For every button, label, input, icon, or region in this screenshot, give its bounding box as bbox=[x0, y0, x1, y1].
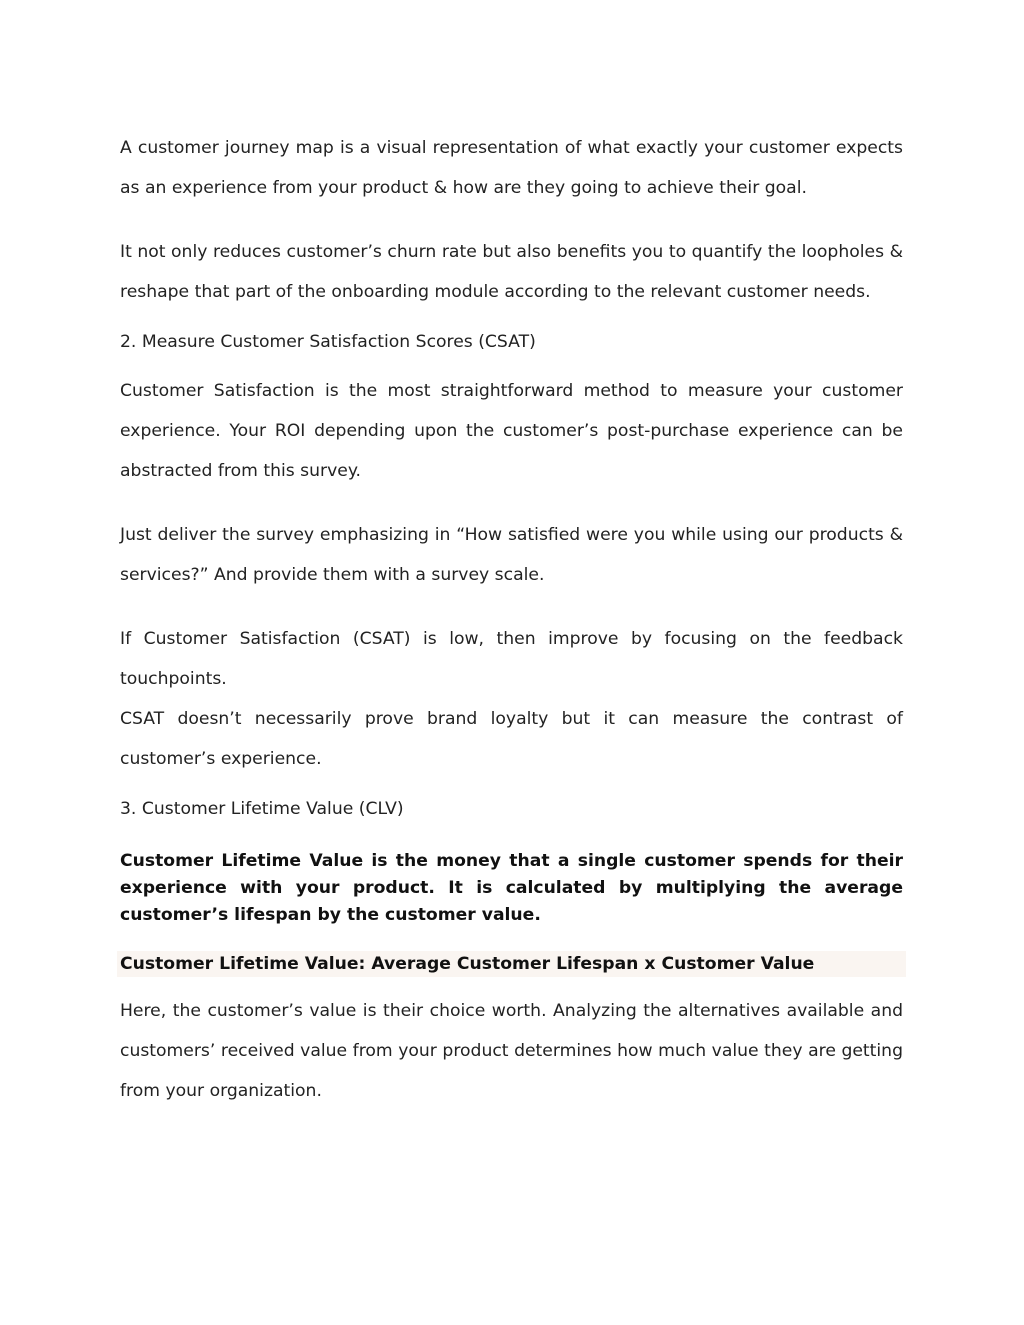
clv-definition-bold-paragraph: Customer Lifetime Value is the money that a single customer spends for their experience with your product. It is calculated by multiplying the average customer’s lifespan by the customer value. bbox=[120, 851, 903, 925]
brand-loyalty-paragraph: CSAT doesn’t necessarily prove brand loyalty but it can measure the contrast of customer’s experience. bbox=[120, 709, 903, 769]
clv-formula: Customer Lifetime Value: Average Customer Lifespan x Customer Value bbox=[120, 954, 815, 974]
customer-value-paragraph: Here, the customer’s value is their choice worth. Analyzing the alternatives available and customers’ received value from your product determines how much value they are getting from your organization. bbox=[120, 1001, 903, 1101]
survey-delivery-paragraph: Just deliver the survey emphasizing in “How satisfied were you while using our products & services?” And provide them with a survey scale. bbox=[120, 525, 903, 585]
section-heading-clv: 3. Customer Lifetime Value (CLV) bbox=[120, 799, 404, 819]
churn-rate-paragraph: It not only reduces customer’s churn rate but also benefits you to quantify the loopholes & reshape that part of the onboarding module according to the relevant customer needs. bbox=[120, 242, 903, 302]
section-heading-csat: 2. Measure Customer Satisfaction Scores (CSAT) bbox=[120, 332, 536, 352]
intro-paragraph-journey-map: A customer journey map is a visual representation of what exactly your customer expects as an experience from your product & how are they going to achieve their goal. bbox=[120, 138, 903, 198]
csat-description-paragraph: Customer Satisfaction is the most straightforward method to measure your customer experience. Your ROI depending upon the customer’s post-purchase experience can be abstracted from this survey. bbox=[120, 381, 903, 481]
low-csat-paragraph: If Customer Satisfaction (CSAT) is low, then improve by focusing on the feedback touchpoints. bbox=[120, 629, 903, 689]
